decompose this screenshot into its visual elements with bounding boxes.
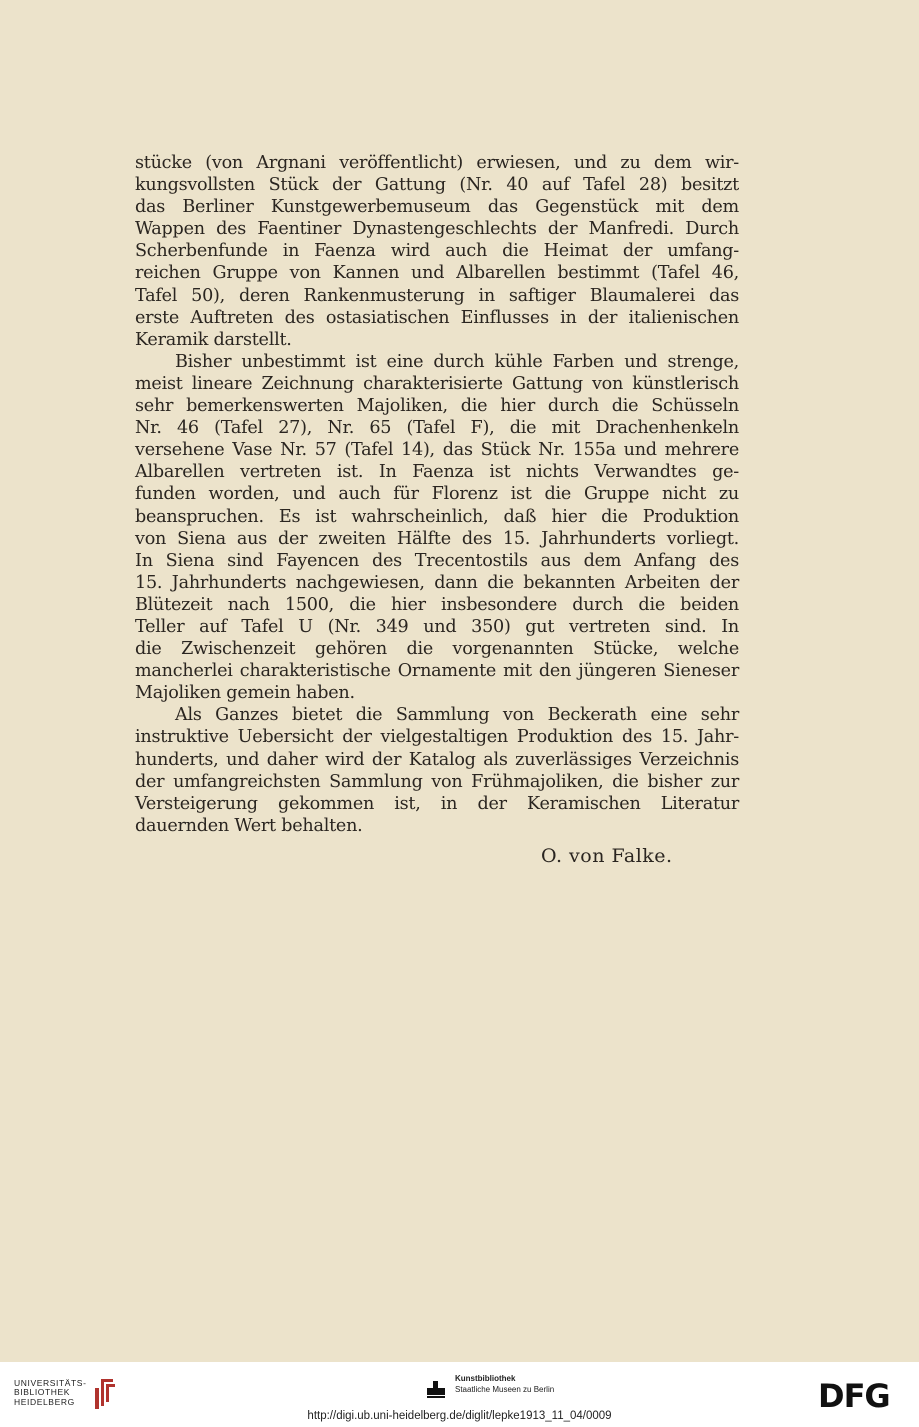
- text-line: Majoliken gemein haben.: [135, 683, 355, 704]
- text-line: sehr bemerkenswerten Majoliken, die hier durch die Schüsseln: [135, 396, 739, 417]
- ub-emblem-icon: [93, 1376, 117, 1410]
- text-line: beanspruchen. Es ist wahrscheinlich, daß hier die Produktion: [135, 506, 739, 527]
- text-line: die Zwischenzeit gehören die vorgenannten Stücke, welche: [135, 639, 739, 660]
- ub-heidelberg-logo[interactable]: [14, 1376, 117, 1410]
- text-line: versehene Vase Nr. 57 (Tafel 14), das Stück Nr. 155a und mehrere: [135, 440, 739, 461]
- text-line: 15. Jahrhunderts nachgewiesen, dann die bekannten Arbeiten der: [135, 572, 739, 593]
- text-line: dauernden Wert behalten.: [135, 815, 363, 836]
- text-line: mancherlei charakteristische Ornamente mit den jüngeren Sieneser: [135, 661, 739, 682]
- text-line: funden worden, und auch für Florenz ist die Gruppe nicht zu: [135, 484, 739, 505]
- text-line: von Siena aus der zweiten Hälfte des 15. Jahrhunderts vorliegt.: [135, 528, 739, 549]
- kunstbibliothek-text: Kunstbibliothek Staatliche Museen zu Berlin: [455, 1374, 555, 1394]
- text-line: Als Ganzes bietet die Sammlung von Beckerath eine sehr: [175, 705, 739, 726]
- text-line: instruktive Uebersicht der vielgestaltigen Produktion des 15. Jahr-: [135, 727, 739, 748]
- text-line: Blütezeit nach 1500, die hier insbesondere durch die beiden: [135, 594, 739, 615]
- author-signature: O. von Falke.: [541, 845, 673, 867]
- text-line: Scherbenfunde in Faenza wird auch die Heimat der umfang-: [135, 241, 739, 262]
- ub-logo-text: UNIVERSITÄTS- BIBLIOTHEK HEIDELBERG: [14, 1377, 87, 1407]
- text-line: das Berliner Kunstgewerbemuseum das Gegenstück mit dem: [135, 197, 739, 218]
- museum-emblem-icon: [425, 1375, 447, 1399]
- text-line: Bisher unbestimmt ist eine durch kühle Farben und strenge,: [175, 351, 739, 372]
- text-line: Tafel 50), deren Rankenmusterung in saftiger Blaumalerei das: [135, 285, 739, 306]
- footer-bar: [0, 1362, 919, 1427]
- page-url[interactable]: http://digi.ub.uni-heidelberg.de/diglit/lepke1913_11_04/0009: [307, 1410, 612, 1422]
- text-line: Versteigerung gekommen ist, in der Keramischen Literatur: [135, 793, 739, 814]
- text-line: Teller auf Tafel U (Nr. 349 und 350) gut vertreten sind. In: [135, 616, 739, 637]
- text-line: Nr. 46 (Tafel 27), Nr. 65 (Tafel F), die mit Drachenhenkeln: [135, 418, 739, 439]
- body-text: [135, 152, 739, 837]
- text-line: der umfangreichsten Sammlung von Frühmajoliken, die bisher zur: [135, 771, 739, 792]
- text-line: erste Auftreten des ostasiatischen Einflusses in der italienischen: [135, 307, 739, 328]
- dfg-logo[interactable]: [818, 1379, 908, 1409]
- dfg-logo-text: DFG: [818, 1379, 890, 1409]
- text-line: hunderts, und daher wird der Katalog als zuverlässiges Verzeichnis: [135, 749, 739, 770]
- text-line: meist lineare Zeichnung charakterisierte Gattung von künstlerisch: [135, 373, 739, 394]
- text-line: stücke (von Argnani veröffentlicht) erwiesen, und zu dem wir-: [135, 153, 739, 173]
- text-line: In Siena sind Fayencen des Trecentostils aus dem Anfang des: [135, 550, 739, 571]
- text-line: Albarellen vertreten ist. In Faenza ist nichts Verwandtes ge-: [135, 462, 739, 483]
- text-line: Keramik darstellt.: [135, 329, 292, 350]
- kunstbibliothek-logo[interactable]: [425, 1373, 554, 1399]
- text-line: reichen Gruppe von Kannen und Albarellen bestimmt (Tafel 46,: [135, 263, 739, 284]
- text-line: kungsvollsten Stück der Gattung (Nr. 40 auf Tafel 28) besitzt: [135, 175, 739, 196]
- text-line: Wappen des Faentiner Dynastengeschlechts der Manfredi. Durch: [135, 219, 739, 240]
